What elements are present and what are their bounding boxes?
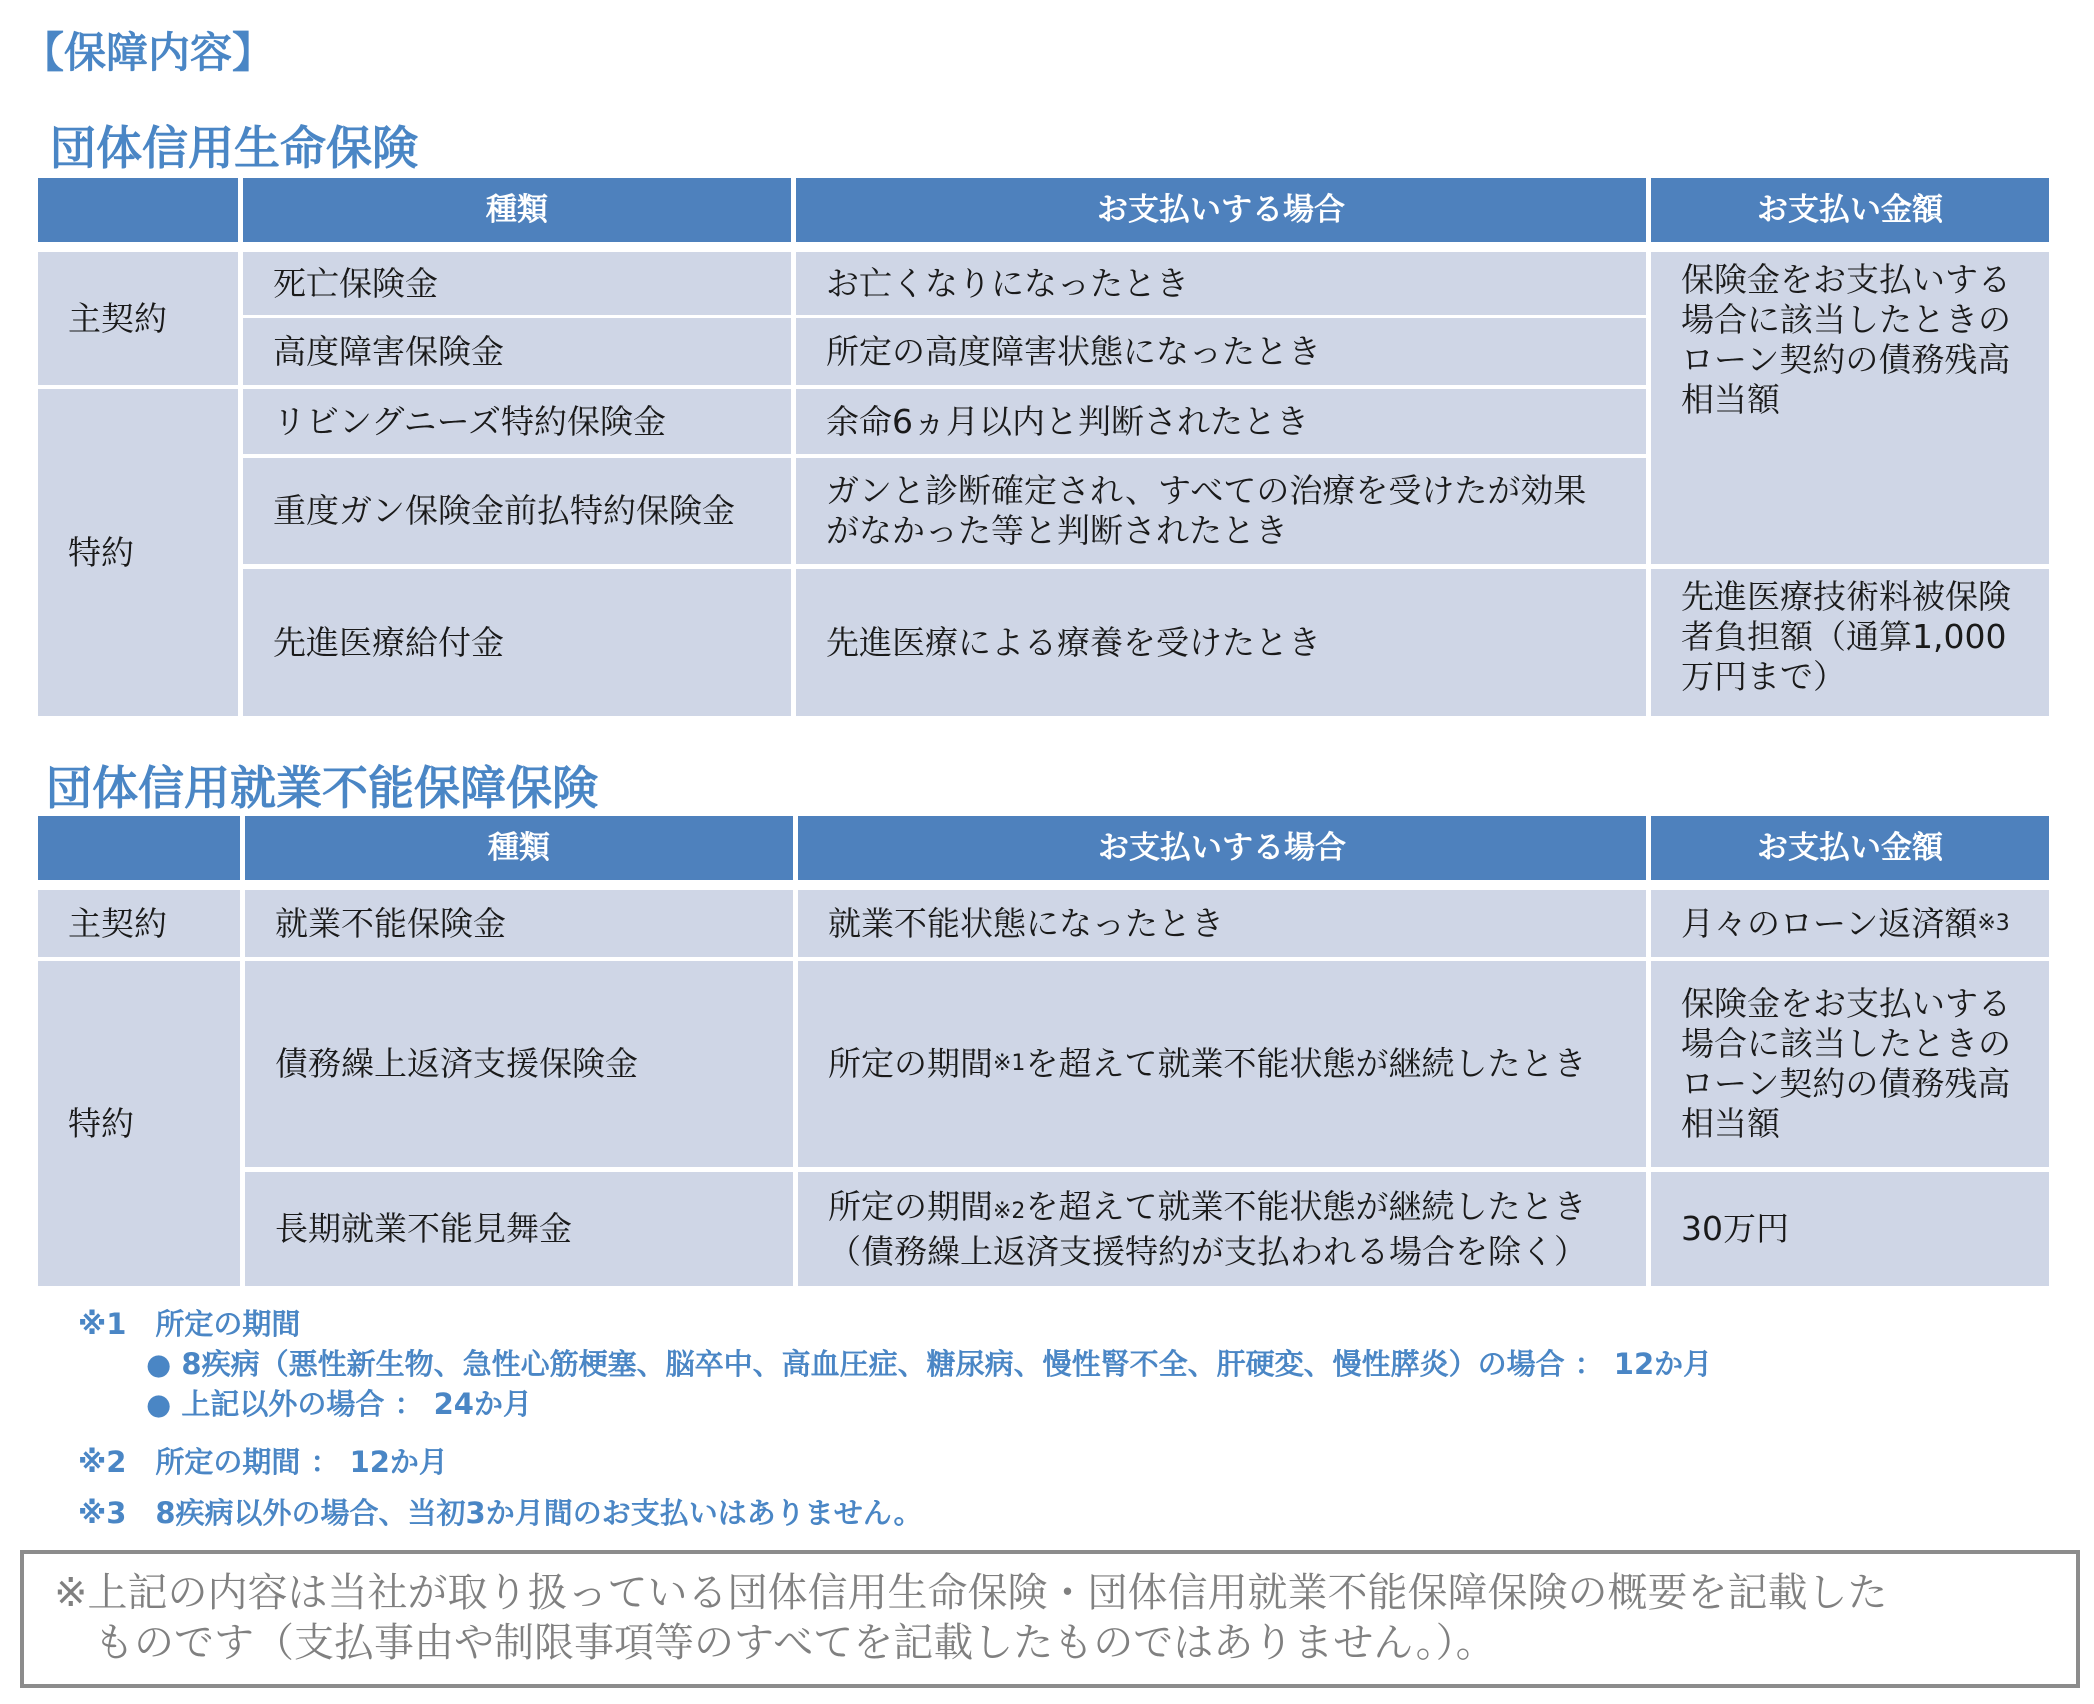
note-3: ※3 8疾病以外の場合、当初3か月間のお支払いはありません。: [78, 1496, 923, 1530]
amount-line: 万円まで）: [1681, 657, 1846, 696]
row-type: 死亡保険金: [243, 252, 791, 315]
amount-line: ローン契約の債務残高: [1681, 340, 2011, 379]
header-case: お支払いする場合: [798, 816, 1646, 880]
amount-cell: [1651, 252, 2049, 564]
amount-line: 場合に該当したときの: [1681, 1024, 2011, 1063]
case-text: 所定の期間: [828, 1186, 993, 1226]
header-case: お支払いする場合: [796, 178, 1646, 242]
amount-line: ローン契約の債務残高: [1681, 1064, 2011, 1103]
amount-text: 月々のローン返済額: [1681, 903, 1978, 943]
footnote-ref: ※1: [993, 1051, 1026, 1076]
amount-cell: [1651, 890, 2049, 957]
note-1-title: ※1 所定の期間: [78, 1307, 301, 1341]
amount-cell: [1651, 569, 2049, 716]
row-case: [798, 1172, 1646, 1286]
amount-line: 者負担額（通算1,000: [1681, 617, 2007, 656]
row-case: [798, 961, 1646, 1167]
row-type: 先進医療給付金: [243, 569, 791, 716]
row-case: 就業不能状態になったとき: [798, 890, 1646, 957]
row-type: 高度障害保険金: [243, 318, 791, 385]
row-case: [796, 458, 1646, 564]
amount-line: 場合に該当したときの: [1681, 300, 2011, 339]
row-type: 債務繰上返済支援保険金: [245, 961, 793, 1167]
section1-title: 団体信用生命保険: [50, 121, 418, 175]
page-title: 【保障内容】: [22, 28, 275, 77]
amount-line: 相当額: [1681, 1104, 1780, 1143]
case-line: （債務繰上返済支援特約が支払われる場合を除く）: [828, 1231, 1587, 1271]
case-text: 所定の期間: [828, 1044, 993, 1083]
case-line: [828, 1187, 1586, 1232]
case-text: を超えて就業不能状態が継続したとき: [1025, 1044, 1587, 1083]
disclaimer-box: [20, 1550, 2080, 1688]
note-2: ※2 所定の期間 ： 12か月: [78, 1445, 448, 1479]
header-amount: お支払い金額: [1651, 816, 2049, 880]
amount-line: 保険金をお支払いする: [1681, 984, 2011, 1023]
row-case: お亡くなりになったとき: [796, 252, 1646, 315]
amount-line: 相当額: [1681, 380, 1780, 419]
group-special: 特約: [38, 961, 240, 1286]
header-blank: [38, 178, 238, 242]
row-case: 余命6ヵ月以内と判断されたとき: [796, 389, 1646, 454]
row-type: 重度ガン保険金前払特約保険金: [243, 458, 791, 564]
header-blank: [38, 816, 240, 880]
case-line: がなかった等と判断されたとき: [826, 511, 1288, 550]
row-case: 所定の高度障害状態になったとき: [796, 318, 1646, 385]
amount-cell: [1651, 961, 2049, 1167]
footnote-ref: ※3: [1977, 910, 2010, 936]
case-line: ガンと診断確定され、すべての治療を受けたが効果: [826, 471, 1587, 510]
row-case: 先進医療による療養を受けたとき: [796, 569, 1646, 716]
header-amount: お支払い金額: [1651, 178, 2049, 242]
footnote-ref: ※2: [993, 1198, 1026, 1224]
section2-title: 団体信用就業不能保障保険: [46, 761, 598, 815]
note-1-bullet-2: ● 上記以外の場合 ： 24か月: [146, 1387, 532, 1421]
note-1-bullet-1: ● 8疾病（悪性新生物、急性心筋梗塞、脳卒中、高血圧症、糖尿病、慢性腎不全、肝硬変、慢性膵炎）の場合 ： 12か月: [146, 1347, 1713, 1381]
disclaimer-line: ※上記の内容は当社が取り扱っている団体信用生命保険・団体信用就業不能保障保険の概要を記載した: [54, 1570, 1888, 1616]
header-type: 種類: [243, 178, 791, 242]
row-type: 長期就業不能見舞金: [245, 1172, 793, 1286]
disclaimer-line: ものです（支払事由や制限事項等のすべてを記載したものではありません。）。: [94, 1620, 1496, 1666]
amount-line: 先進医療技術料被保険: [1681, 577, 2011, 616]
case-text: を超えて就業不能状態が継続したとき: [1025, 1186, 1587, 1226]
group-main: 主契約: [38, 252, 238, 385]
amount-line: 保険金をお支払いする: [1681, 260, 2011, 299]
group-main: 主契約: [38, 890, 240, 957]
group-special: 特約: [38, 389, 238, 716]
header-type: 種類: [245, 816, 793, 880]
row-type: リビングニーズ特約保険金: [243, 389, 791, 454]
amount-cell: 30万円: [1651, 1172, 2049, 1286]
row-type: 就業不能保険金: [245, 890, 793, 957]
